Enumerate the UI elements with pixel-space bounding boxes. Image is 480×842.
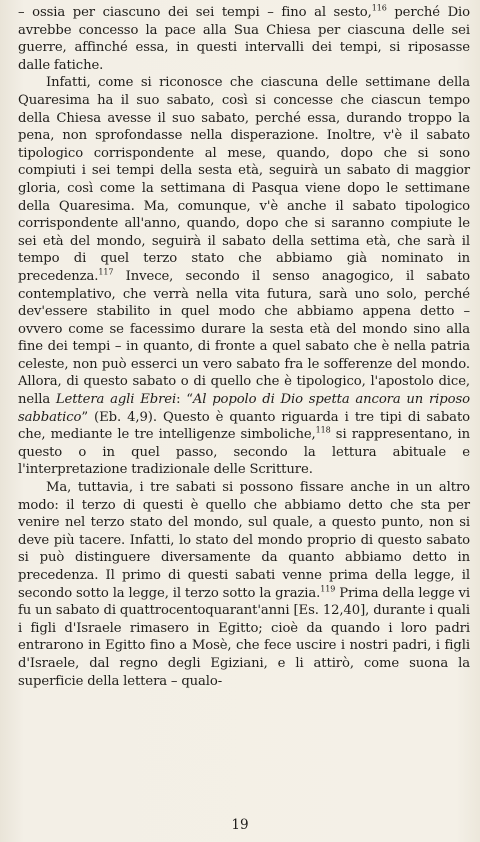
text-run: si rappresentano, in questo o in quel passo, secondo la lettura abituale e l'interpretazione tradizionale delle Scritture. (18, 427, 470, 478)
text-run: Ma, tuttavia, i tre sabati si possono fissare anche in un altro modo: il terzo di questi è quello che abbiamo detto che sta per venire nel terzo stato del mondo, sul quale, a questo punto, non si deve più tacere. Infatti, lo stato del mondo proprio di questo sabato si può distinguere diversamente da quanto abbiamo detto in precedenza. Il primo di questi sabati venne prima della legge, il secondo sotto la legge, il terzo sotto la grazia. (18, 480, 470, 601)
footnote-ref: 118 (315, 425, 331, 435)
text-run: ” (Eb. 4,9). Questo è quanto riguarda i tre tipi di sabato che, mediante le tre intelligenze simboliche, (18, 409, 470, 443)
text-run: – ossia per ciascuno dei sei tempi – fino al sesto, (18, 5, 372, 20)
paragraph-3 (18, 479, 470, 690)
text-run: Invece, secondo il senso anagogico, il sabato contemplativo, che verrà nella vita futura, sarà uno solo, perché dev'essere stabilito in quel modo che abbiamo appena detto – ovvero come se facessimo durare la sesta età del mondo sino alla fine dei tempi – in quanto, di fronte a quel sabato che è nella patria celeste, non può esserci un vero sabato fra le sofferenze del mondo. Allora, di questo sabato o di quello che è tipologico, l'apostolo dice, nella (18, 268, 470, 408)
footnote-ref: 117 (98, 267, 114, 277)
page-number: 19 (231, 817, 249, 833)
text-run: perché Dio avrebbe concesso la pace alla Sua Chiesa per ciascuna delle sei guerre, affinché essa, in questi intervalli dei tempi, si riposasse dalle fatiche. (18, 5, 470, 73)
paragraph-1 (18, 4, 470, 74)
footnote-ref: 116 (371, 3, 387, 13)
body-text (18, 4, 470, 690)
text-run: Infatti, come si riconosce che ciascuna delle settimane della Quaresima ha il suo sabato, così si concesse che ciascun tempo della Chiesa avesse il suo sabato, perché essa, durando troppo la pena, non sprofondasse nella disperazione. Inoltre, v'è il sabato tipologico corrispondente al mese, quando, dopo che si sono compiuti i sei tempi della sesta età, seguirà un sabato di maggior gloria, così come la settimana di Pasqua viene dopo le settimane della Quaresima. Ma, comunque, v'è anche il sabato tipologico corrispondente all'anno, quando, dopo che si saranno compiute le sei età del mondo, seguirà il sabato della settima età, che sarà il tempo di quel terzo stato che abbiamo già nominato in precedenza. (18, 75, 470, 284)
paragraph-2 (18, 74, 470, 479)
text-run: : “ (176, 392, 193, 408)
italic-text: Al popolo di Dio spetta ancora un riposo sabbatico (18, 392, 470, 425)
footnote-ref: 119 (320, 584, 336, 594)
italic-text: Lettera agli Ebrei (55, 392, 177, 408)
text-run: Prima della legge vi fu un sabato di quattrocentoquarant'anni [Es. 12,40], durante i quali i figli d'Israele rimasero in Egitto; cioè da quando i loro padri entrarono in Egitto fino a Mosè, che fece uscire i nostri padri, i figli d'Israele, dal regno degli Egiziani, e li attirò, come suona la superficie della lettera – qualo- (18, 585, 470, 689)
